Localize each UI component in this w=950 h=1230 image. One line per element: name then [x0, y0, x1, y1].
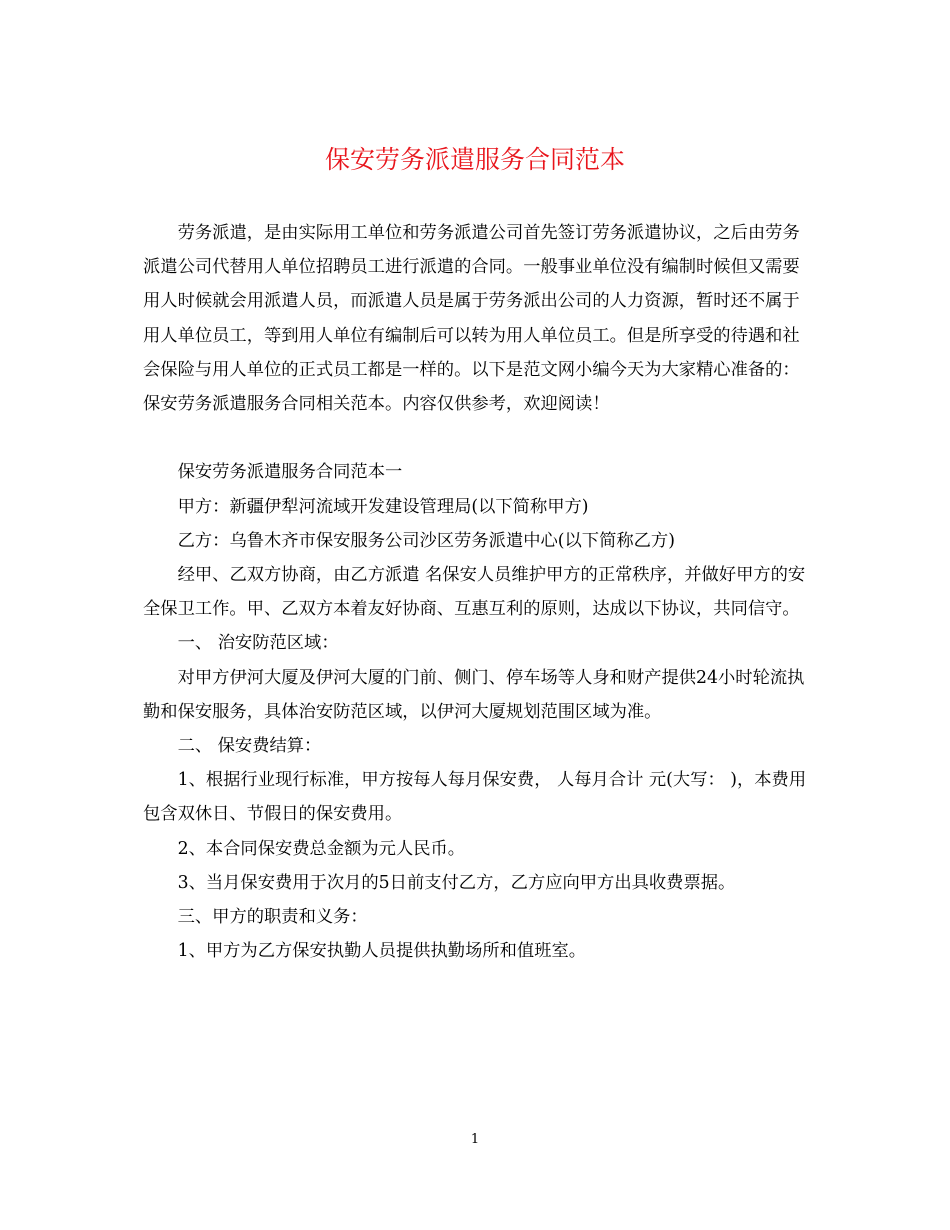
section-heading: 保安劳务派遣服务合同范本一: [177, 462, 403, 483]
party-a-line: 甲方：新疆伊犁河流域开发建设管理局(以下简称甲方): [177, 496, 589, 517]
clause-item: 2、本合同保安费总金额为元人民币。: [177, 838, 466, 859]
document-body: [143, 216, 811, 968]
clause-heading-1: 一、 治安防范区域：: [177, 633, 339, 654]
clause-item: 1、甲方为乙方保安执勤人员提供执勤场所和值班室。: [177, 941, 587, 962]
agreement-paragraph: 经甲、乙双方协商，由乙方派遣 名保安人员维护甲方的正常秩序，并做好甲方的安全保卫工作。甲、乙双方本着友好协商、互惠互利的原则，达成以下协议，共同信守。: [143, 565, 806, 620]
page-number: 1: [470, 1132, 480, 1147]
clause-paragraph: 对甲方伊河大厦及伊河大厦的门前、侧门、停车场等人身和财产提供24小时轮流执勤和保安服务，具体治安防范区域，以伊河大厦规划范围区域为准。: [143, 667, 805, 722]
clause-item: 3、当月保安费用于次月的5日前支付乙方，乙方应向甲方出具收费票据。: [177, 872, 736, 893]
clause-heading-2: 二、 保安费结算：: [177, 736, 322, 757]
clause-item: 1、根据行业现行标准，甲方按每人每月保安费， 人每月合计 元(大写： )，本费用包含双休日、节假日的保安费用。: [143, 770, 807, 825]
page-title: 保安劳务派遣服务合同范本: [324, 145, 625, 174]
intro-paragraph: 劳务派遣，是由实际用工单位和劳务派遣公司首先签订劳务派遣协议，之后由劳务派遣公司代替用人单位招聘员工进行派遣的合同。一般事业单位没有编制时候但又需要用人时候就会用派遣人员，而派遣人员是属于劳务派出公司的人力资源，暂时还不属于用人单位员工，等到用人单位有编制后可以转为用人单位员工。但是所享受的待遇和社会保险与用人单位的正式员工都是一样的。以下是范文网小编今天为大家精心准备的：保安劳务派遣服务合同相关范本。内容仅供参考，欢迎阅读！: [143, 223, 800, 415]
party-b-line: 乙方：乌鲁木齐市保安服务公司沙区劳务派遣中心(以下简称乙方): [177, 530, 675, 551]
clause-heading-3: 三、甲方的职责和义务：: [177, 907, 368, 928]
